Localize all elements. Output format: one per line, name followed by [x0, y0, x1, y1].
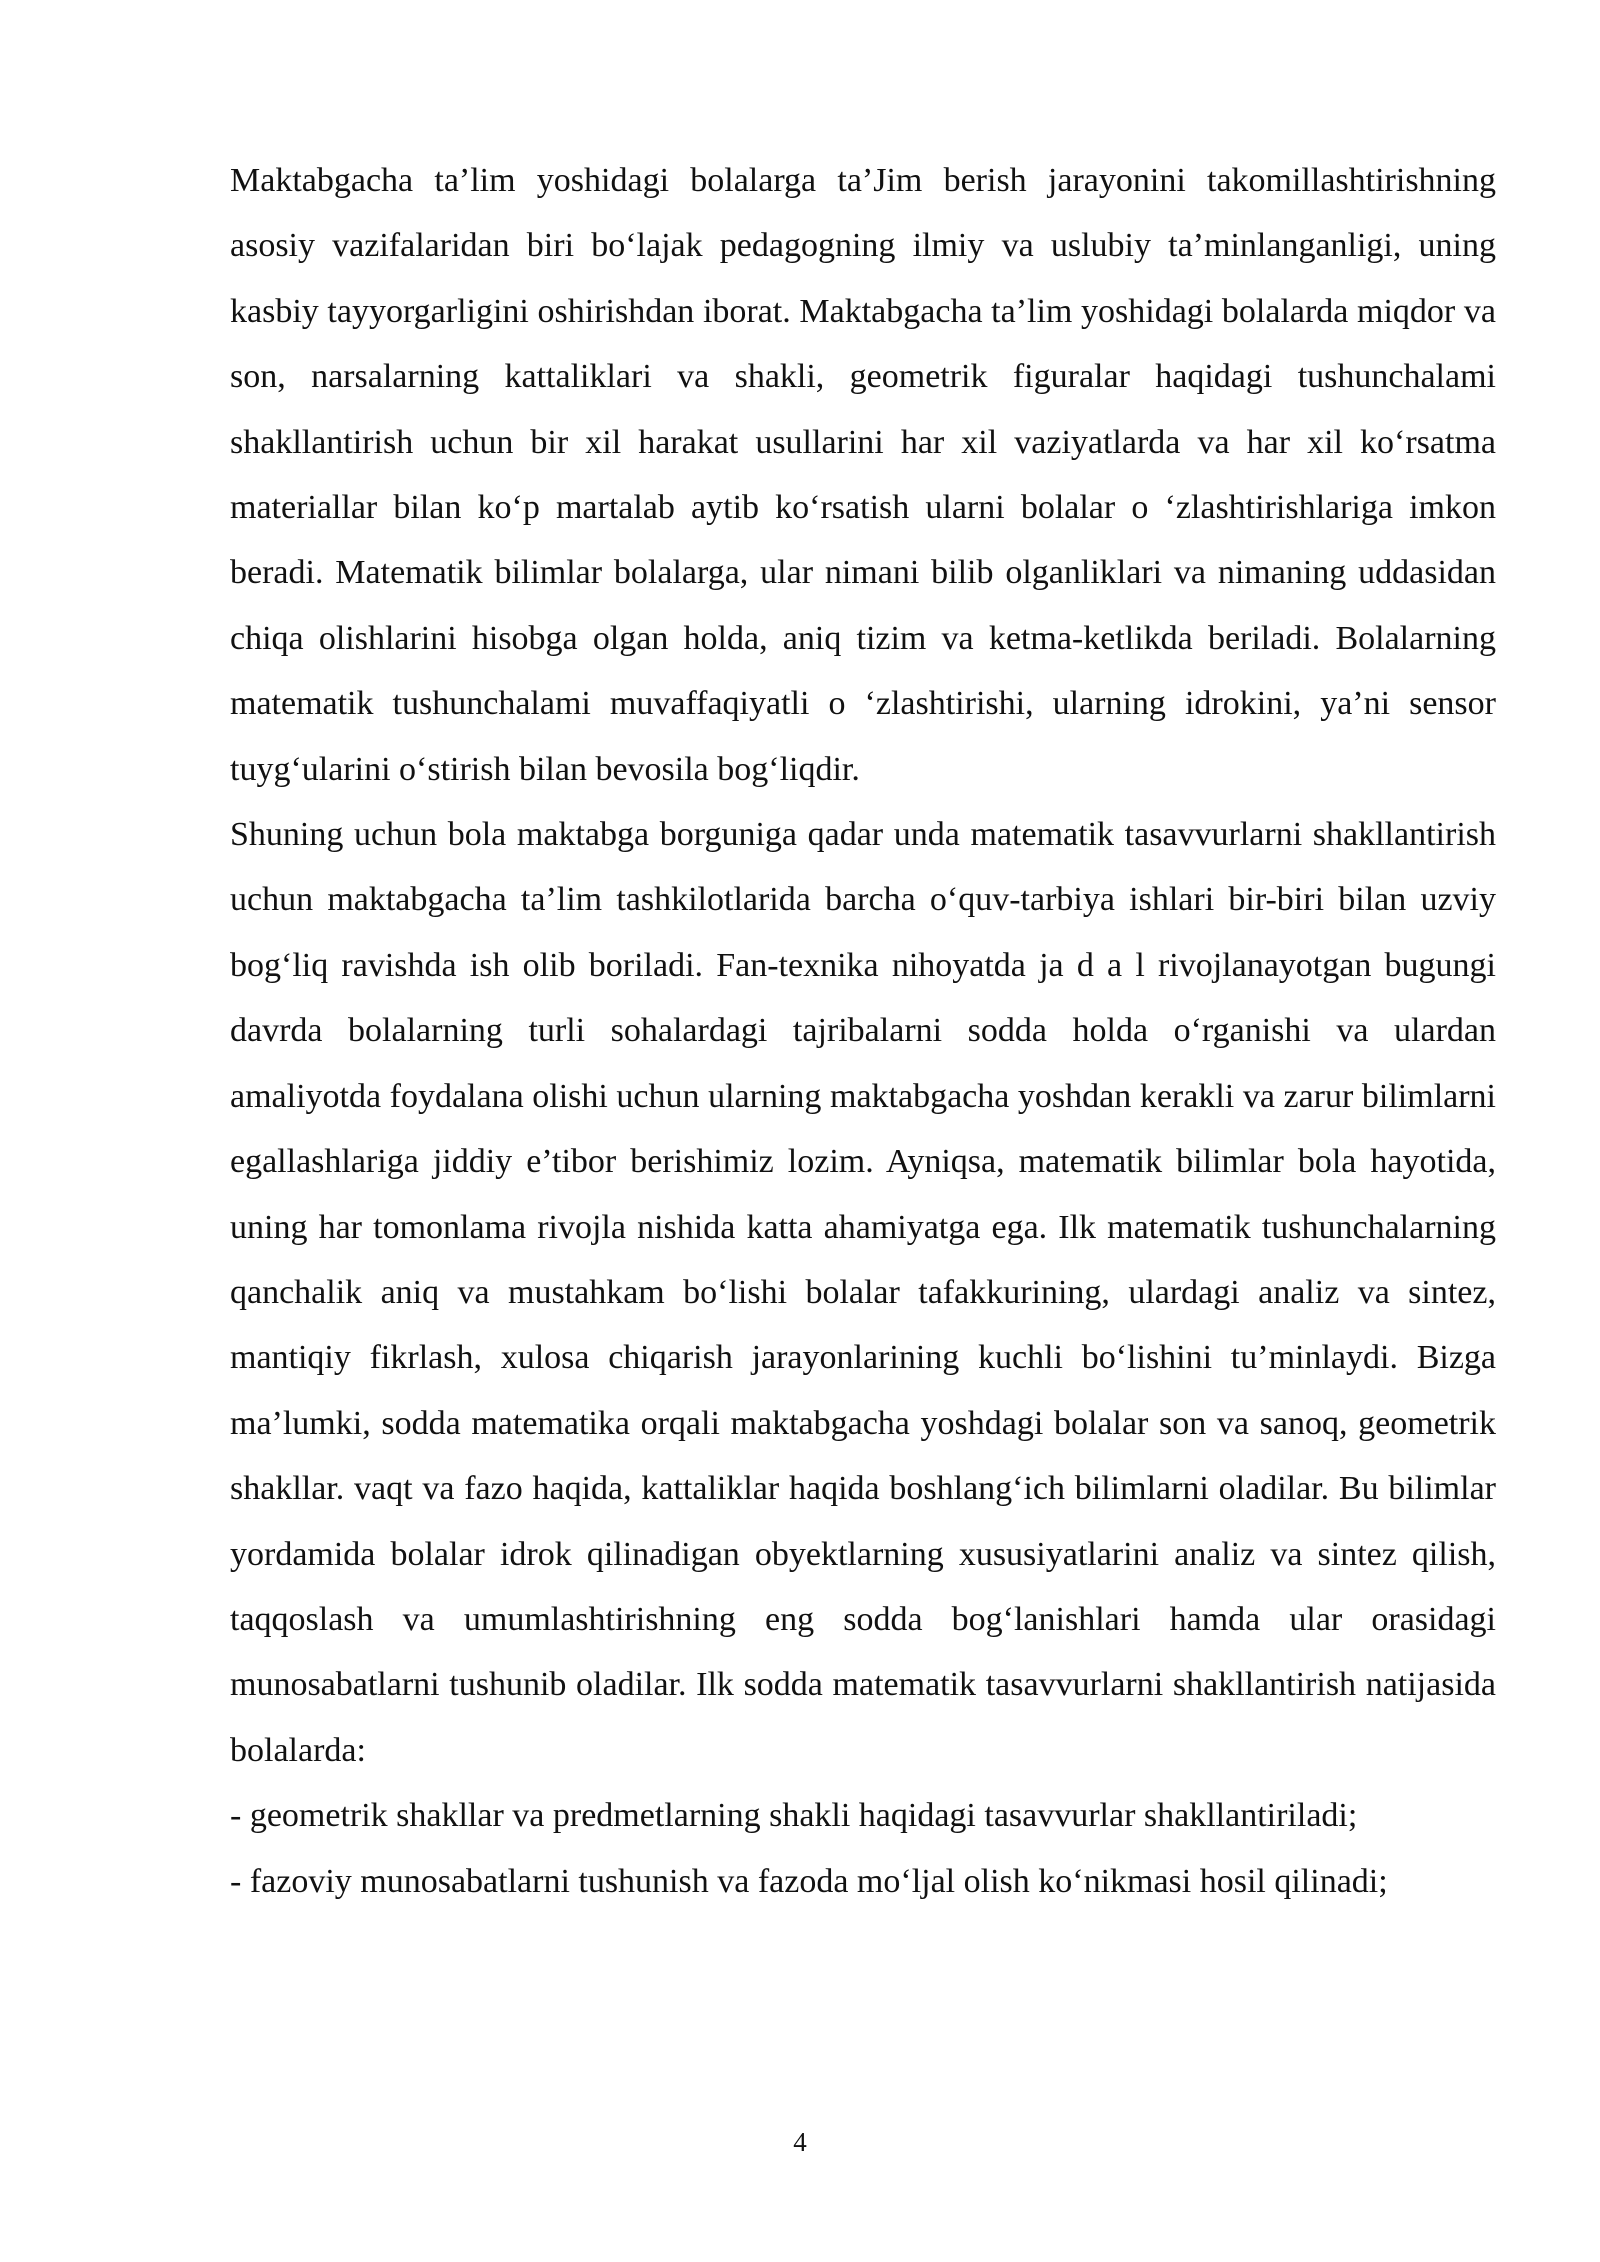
page-number: 4	[793, 2127, 807, 2157]
list-item-spatial-relations: - fazoviy munosabatlarni tushunish va fazoda mo‘ljal olish ko‘nikmasi hosil qilinadi;	[230, 1862, 1388, 1900]
body-text	[230, 148, 1496, 1914]
paragraph-intro: Maktabgacha ta’lim yoshidagi bolalarga ta’Jim berish jarayonini takomillashtirishning asosiy vazifalaridan biri bo‘lajak pedagogning ilmiy va uslubiy ta’minlanganligi, uning kasbiy tayyorgarligini oshirishdan iborat. Maktabgacha ta’lim yoshidagi bolalarda miqdor va son, narsalarning kattaliklari va shakli, geometrik figuralar haqidagi tushunchalami shakllantirish uchun bir xil harakat usullarini har xil vaziyatlarda va har xil ko‘rsatma materiallar bilan ko‘p martalab aytib ko‘rsatish ularni bolalar o ‘zlashtirishlariga imkon beradi. Matematik bilimlar bolalarga, ular nimani bilib olganliklari va nimaning uddasidan chiqa olishlarini hisobga olgan holda, aniq tizim va ketma-ketlikda beriladi. Bolalarning matematik tushunchalami muvaffaqiyatli o ‘zlashtirishi, ularning idrokini, ya’ni sensor tuyg‘ularini o‘stirish bilan bevosila bog‘liqdir.	[230, 162, 1496, 788]
paragraph-main: Shuning uchun bola maktabga borguniga qadar unda matematik tasavvurlarni shakllantirish uchun maktabgacha ta’lim tashkilotlarida barcha o‘quv-tarbiya ishlari bir-biri bilan uzviy bog‘liq ravishda ish olib boriladi. Fan-texnika nihoyatda ja d a l rivojlanayotgan bugungi davrda bolalarning turli sohalardagi tajribalarni sodda holda o‘rganishi va ulardan amaliyotda foydalana olishi uchun ularning maktabgacha yoshdan kerakli va zarur bilimlarni egallashlariga jiddiy e’tibor berishimiz lozim. Ayniqsa, matematik bilimlar bola hayotida, uning har tomonlama rivojla nishida katta ahamiyatga ega. Ilk matematik tushunchalarning qanchalik aniq va mustahkam bo‘lishi bolalar tafakkurining, ulardagi analiz va sintez, mantiqiy fikrlash, xulosa chiqarish jarayonlarining kuchli bo‘lishini tu’minlaydi. Bizga ma’lumki, sodda matematika orqali maktabgacha yoshdagi bolalar son va sanoq, geometrik shakllar. vaqt va fazo haqida, kattaliklar haqida boshlang‘ich bilimlarni oladilar. Bu bilimlar yordamida bolalar idrok qilinadigan obyektlarning xususiyatlarini analiz va sintez qilish, taqqoslash va umumlashtirishning eng sodda bog‘lanishlari hamda ular orasidagi munosabatlarni tushunib oladilar. Ilk sodda matematik tasavvurlarni shakllantirish natijasida bolalarda:	[230, 816, 1496, 1769]
list-item-geometric-shapes: - geometrik shakllar va predmetlarning shakli haqidagi tasavvurlar shakllantiriladi;	[230, 1797, 1358, 1835]
